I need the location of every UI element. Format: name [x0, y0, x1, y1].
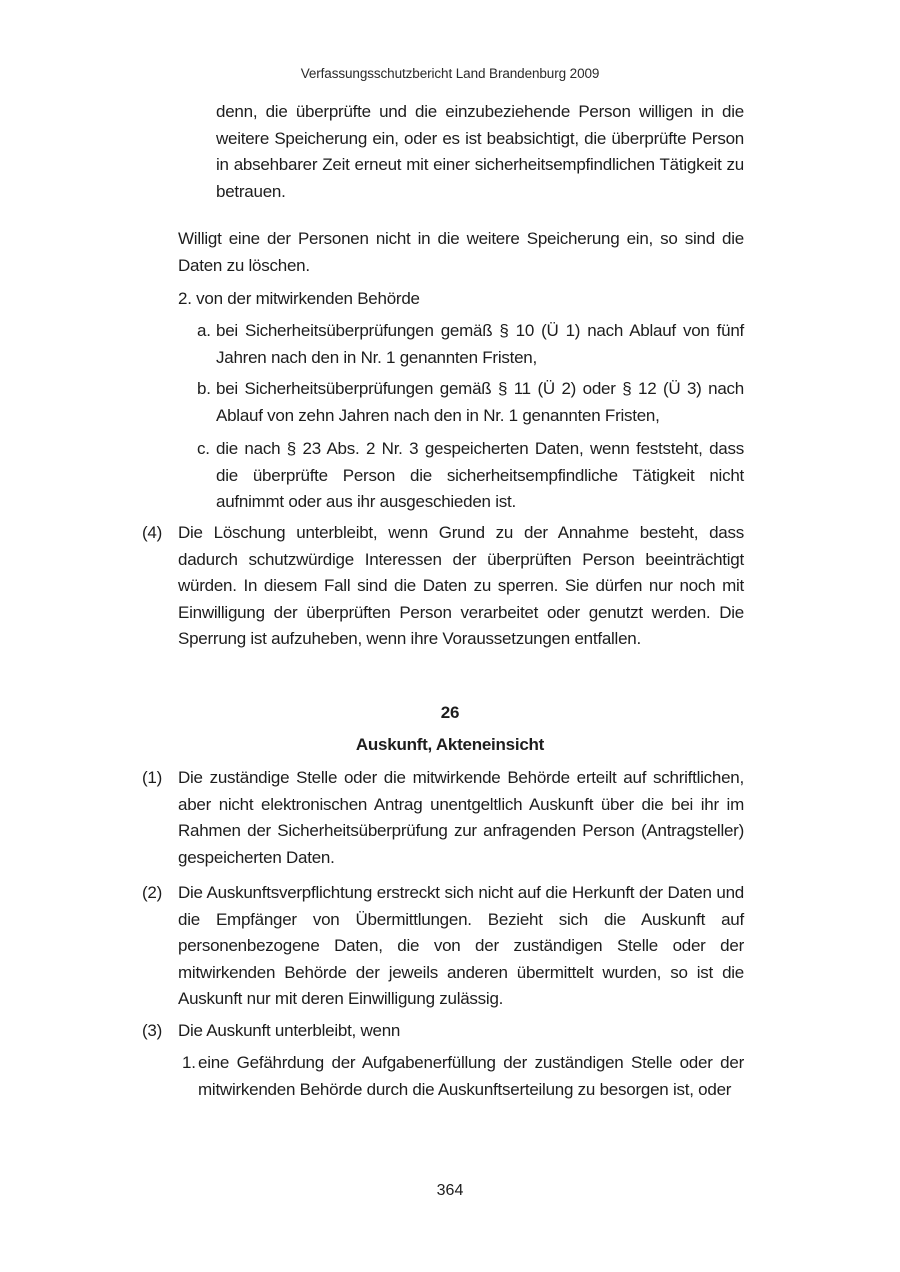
item-2c-text: die nach § 23 Abs. 2 Nr. 3 gespeicherten Daten, wenn feststeht, dass die überprüfte Person die sicherheitsempfindliche Tätigkeit nicht aufnimmt oder aus ihr ausgeschieden ist. — [216, 439, 744, 511]
section-para-3-text: Die Auskunft unterbleibt, wenn — [178, 1021, 401, 1040]
item-2b-marker: b. — [197, 379, 211, 398]
running-header: Verfassungsschutzbericht Land Brandenburg 2009 — [300, 66, 600, 81]
section-para-1-text: Die zuständige Stelle oder die mitwirkende Behörde erteilt auf schriftlichen, aber nicht elektronischen Antrag unentgeltlich Auskunft über die bei ihr im Rahmen der Sicherheitsüberprüfung zur anfragenden Person (Antragsteller) gespeicherten Daten. — [178, 768, 744, 867]
section-title: Auskunft, Akteneinsicht — [355, 735, 545, 754]
consent-paragraph: Willigt eine der Personen nicht in die weitere Speicherung ein, so sind die Daten zu löschen. — [178, 229, 744, 275]
para-3-item-1-marker: 1. — [182, 1053, 196, 1072]
item-2a-text: bei Sicherheitsüberprüfungen gemäß § 10 (Ü 1) nach Ablauf von fünf Jahren nach den in Nr. 1 genannten Fristen, — [216, 321, 744, 367]
para-3-item-1-text: eine Gefährdung der Aufgabenerfüllung der zuständigen Stelle oder der mitwirkenden Behörde durch die Auskunftserteilung zu besorgen ist, oder — [198, 1053, 744, 1099]
section-number: 26 — [440, 703, 460, 722]
para-4-text: Die Löschung unterbleibt, wenn Grund zu der Annahme besteht, dass dadurch schutzwürdige Interessen der überprüften Person beeinträchtigt würden. In diesem Fall sind die Daten zu sperren. Sie dürfen nur noch mit Einwilligung der überprüften Person verarbeitet oder genutzt werden. Die Sperrung ist aufzuheben, wenn ihre Voraussetzungen entfallen. — [178, 523, 744, 648]
item-2a-marker: a. — [197, 321, 211, 340]
para-4-marker: (4) — [142, 523, 163, 542]
section-para-2-text: Die Auskunftsverpflichtung erstreckt sich nicht auf die Herkunft der Daten und die Empfänger von Übermittlungen. Bezieht sich die Auskunft auf personenbezogene Daten, die von der zuständigen Stelle oder der mitwirkenden Behörde der jeweils anderen übermittelt wurden, so ist die Auskunft nur mit deren Einwilligung zulässig. — [178, 883, 744, 1008]
item-2-label: 2. von der mitwirkenden Behörde — [178, 289, 420, 308]
section-para-1-marker: (1) — [142, 768, 163, 787]
continuation-paragraph: denn, die überprüfte und die einzubeziehende Person willigen in die weitere Speicherung ein, oder es ist beabsichtigt, die überprüfte Person in absehbarer Zeit erneut mit einer sicherheitsempfindlichen Tätigkeit zu betrauen. — [216, 102, 744, 201]
page-number: 364 — [436, 1182, 464, 1199]
item-2b-text: bei Sicherheitsüberprüfungen gemäß § 11 (Ü 2) oder § 12 (Ü 3) nach Ablauf von zehn Jahren nach den in Nr. 1 genannten Fristen, — [216, 379, 744, 425]
item-2c-marker: c. — [197, 439, 210, 458]
section-para-3-marker: (3) — [142, 1021, 163, 1040]
section-para-2-marker: (2) — [142, 883, 163, 902]
